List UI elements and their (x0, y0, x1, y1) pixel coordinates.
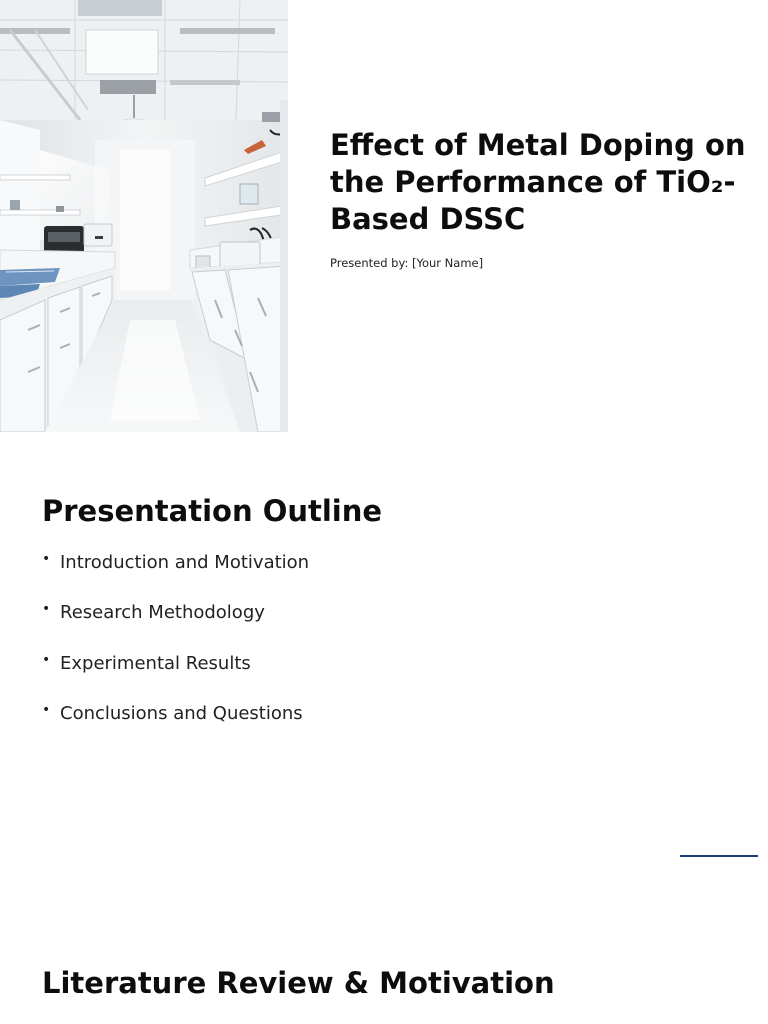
bullet-icon: • (42, 551, 51, 567)
outline-item-text: Experimental Results (60, 652, 251, 674)
slide-title: Effect of Metal Doping on the Performance of TiO₂-Based DSSC (330, 128, 746, 236)
presenter-line: Presented by: [Your Name] (330, 256, 484, 270)
laboratory-photo (0, 0, 288, 432)
title-slide (0, 0, 768, 432)
outline-slide (0, 432, 768, 864)
literature-slide (0, 864, 768, 1024)
bullet-icon: • (42, 601, 51, 618)
accent-line (680, 855, 758, 857)
bullet-icon: • (42, 651, 51, 668)
title-block (330, 127, 750, 270)
outline-item-text: Conclusions and Questions (60, 702, 303, 724)
outline-title: Presentation Outline (42, 494, 383, 528)
outline-item-text: Research Methodology (60, 602, 265, 624)
literature-title: Literature Review & Motivation (42, 966, 555, 1000)
bullet-icon: • (42, 701, 51, 718)
outline-item-text: Introduction and Motivation (60, 552, 310, 573)
